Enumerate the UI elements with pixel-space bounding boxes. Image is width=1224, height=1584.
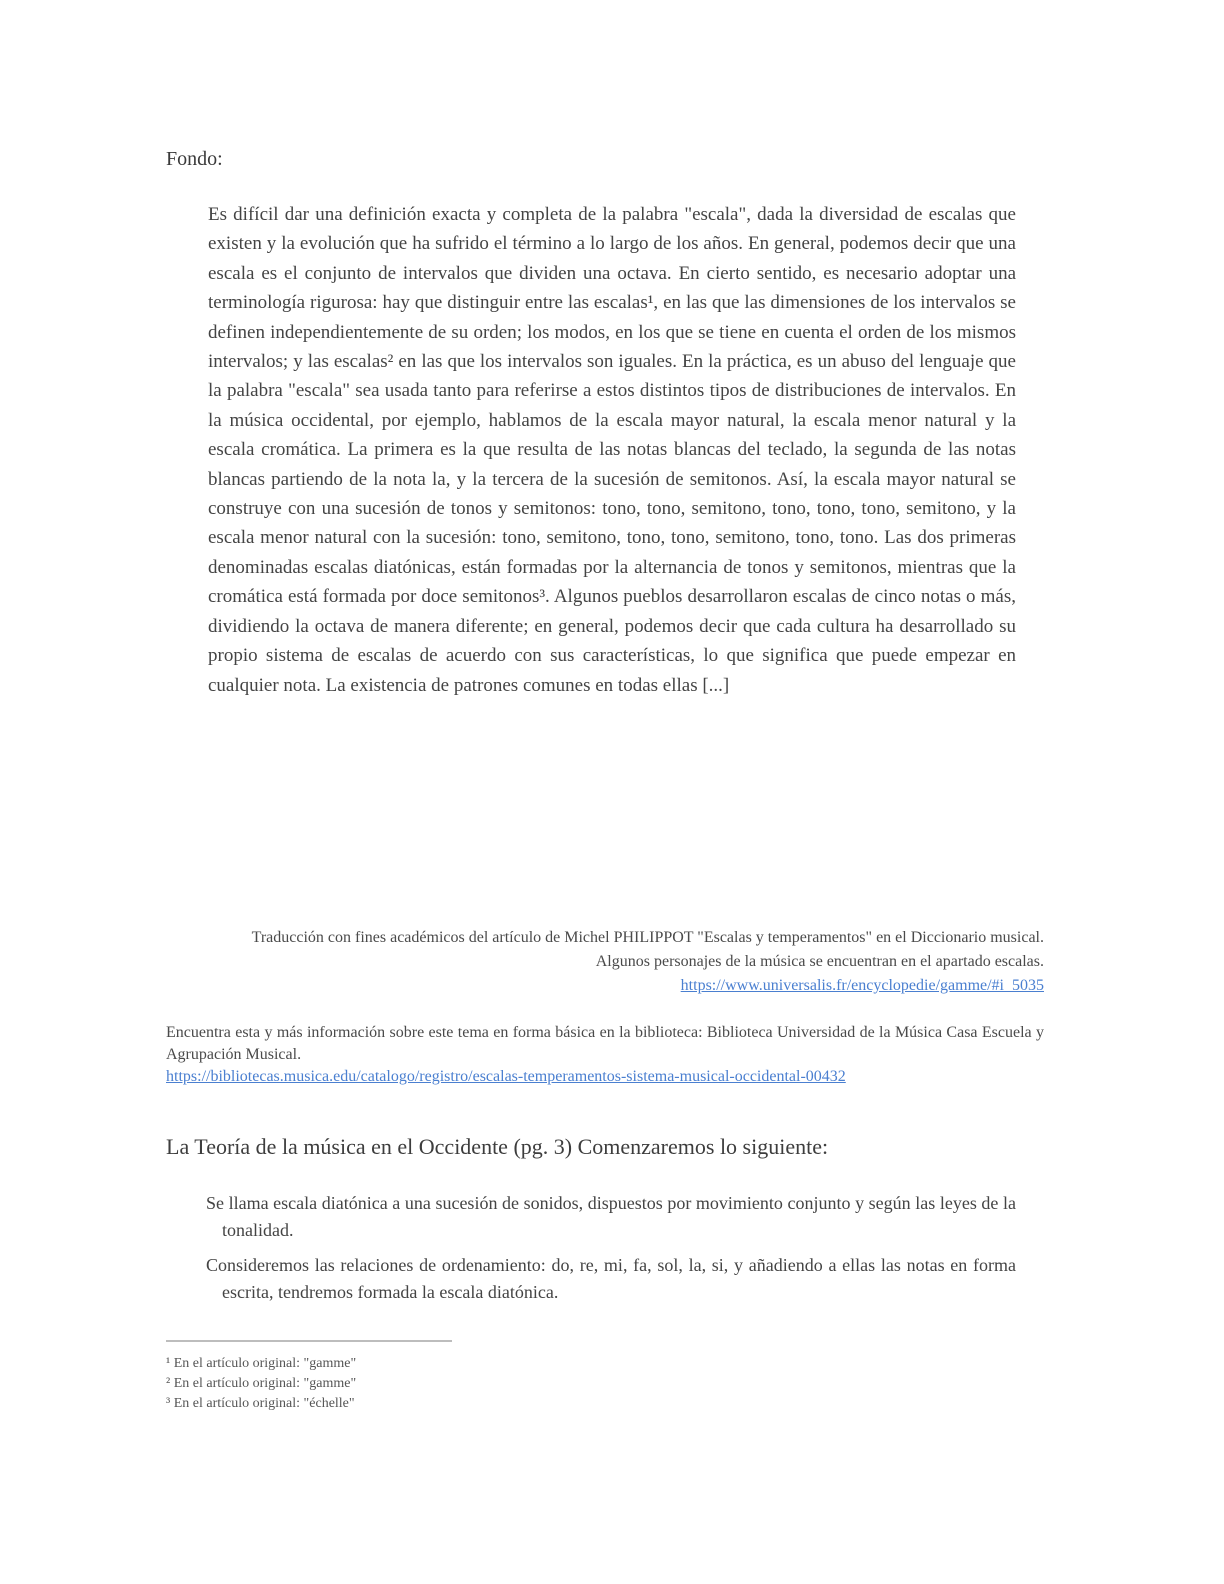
footnote: ³ En el artículo original: "échelle": [166, 1396, 355, 1411]
footnote: ¹ En el artículo original: "gamme": [166, 1356, 357, 1371]
footnote: ² En el artículo original: "gamme": [166, 1376, 357, 1391]
section-heading: La Teoría de la música en el Occidente (pg. 3) Comenzaremos lo siguiente:: [166, 1134, 829, 1159]
footnotes: [166, 1354, 666, 1414]
section-label: Fondo:: [166, 148, 223, 170]
list-item: Se llama escala diatónica a una sucesión de sonidos, dispuestos por movimiento conjunto y según las leyes de la tonalidad.: [206, 1193, 1016, 1240]
caption-text: Traducción con fines académicos del artículo de Michel PHILIPPOT "Escalas y temperamentos" en el Diccionario musical. Algunos personajes de la música se encuentran en el apartado escalas.: [251, 929, 1044, 970]
caption-link[interactable]: https://www.universalis.fr/encyclopedie/gamme/#i_5035: [680, 977, 1044, 994]
note-link[interactable]: https://bibliotecas.musica.edu/catalogo/registro/escalas-temperamentos-sistema-musical-occidental-00432: [166, 1068, 846, 1085]
reference-note: [166, 1022, 1044, 1088]
definition-list: [206, 1190, 1016, 1314]
block-quote: Es difícil dar una definición exacta y completa de la palabra "escala", dada la diversidad de escalas que existen y la evolución que ha sufrido el término a lo largo de los años. En general, podemos decir que una escala es el conjunto de intervalos que dividen una octava. En cierto sentido, es necesario adoptar una terminología rigurosa: hay que distinguir entre las escalas¹, en las que las dimensiones de los intervalos se definen independientemente de su orden; los modos, en los que se tiene en cuenta el orden de los mismos intervalos; y las escalas² en las que los intervalos son iguales. En la práctica, es un abuso del lenguaje que la palabra "escala" sea usada tanto para referirse a estos distintos tipos de distribuciones de intervalos. En la música occidental, por ejemplo, hablamos de la escala mayor natural, la escala menor natural y la escala cromática. La primera es la que resulta de las notas blancas del teclado, la segunda de las notas blancas partiendo de la nota la, y la tercera de la sucesión de semitonos. Así, la escala mayor natural se construye con una sucesión de tonos y semitonos: tono, tono, semitono, tono, tono, tono, semitono, y la escala menor natural con la sucesión: tono, semitono, tono, tono, semitono, tono, tono. Las dos primeras denominadas escalas diatónicas, están formadas por la alternancia de tonos y semitonos, mientras que la cromática está formada por doce semitonos³. Algunos pueblos desarrollaron escalas de cinco notas o más, dividiendo la octava de manera diferente; en general, podemos decir que cada cultura ha desarrollado su propio sistema de escalas de acuerdo con sus características, lo que significa que puede empezar en cualquier nota. La existencia de patrones comunes en todas ellas [...]: [208, 204, 1016, 696]
footnote-divider: [166, 1340, 452, 1342]
note-text: Encuentra esta y más información sobre este tema en forma básica en la biblioteca: Biblioteca Universidad de la Música Casa Escuela y Agrupación Musical.: [166, 1024, 1044, 1063]
quote-caption: [232, 926, 1044, 998]
list-item: Consideremos las relaciones de ordenamiento: do, re, mi, fa, sol, la, si, y añadiendo a ellas las notas en forma escrita, tendremos formada la escala diatónica.: [206, 1255, 1016, 1302]
